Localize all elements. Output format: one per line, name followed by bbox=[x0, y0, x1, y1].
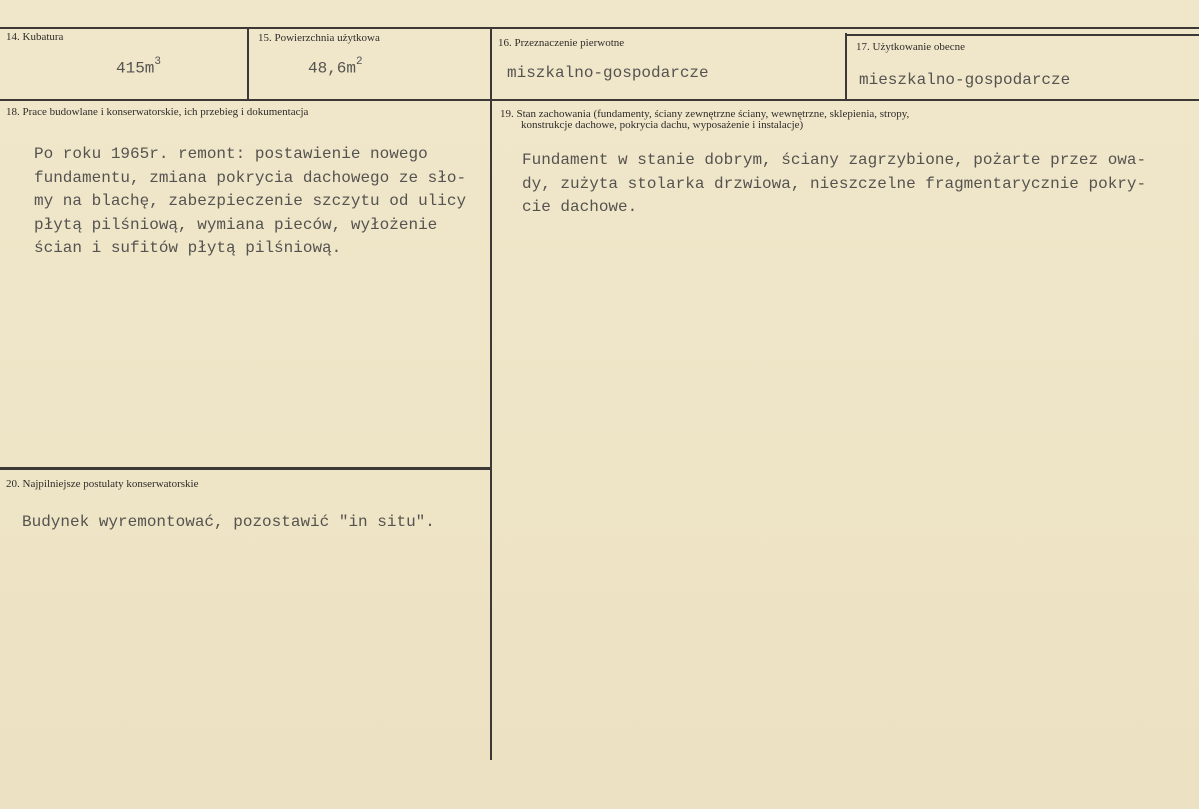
postulaty-label: 20. Najpilniejsze postulaty konserwatorskie bbox=[6, 478, 199, 490]
stan-text bbox=[522, 149, 1146, 220]
stan-label-line1: 19. Stan zachowania (fundamenty, ściany zewnętrzne ściany, wewnętrzne, sklepienia, stropy, bbox=[500, 108, 910, 120]
prace-line: ścian i sufitów płytą pilśniową. bbox=[34, 239, 342, 257]
stan-line: Fundament w stanie dobrym, ściany zagrzybione, pożarte przez owa- bbox=[522, 151, 1147, 169]
przeznaczenie-value: miszkalno-gospodarcze bbox=[507, 64, 709, 82]
przeznaczenie-label: 16. Przeznaczenie pierwotne bbox=[498, 37, 625, 49]
rule-row2 bbox=[0, 99, 1199, 101]
uzytkowanie-value: mieszkalno-gospodarcze bbox=[859, 71, 1071, 89]
powierzchnia-value: $48,6m^2$ bbox=[308, 56, 363, 78]
stan-line: dy, zużyta stolarka drzwiowa, nieszczelne fragmentarycznie pokry- bbox=[522, 174, 1147, 193]
prace-line: Po roku 1965r. remont: postawienie nowego bbox=[34, 145, 428, 163]
rule-f17-top bbox=[845, 34, 1199, 36]
vline-3 bbox=[845, 33, 847, 101]
kubatura-value: $415m^3$ bbox=[116, 56, 162, 78]
prace-line: płytą pilśniową, wymiana pieców, wyłożenie bbox=[34, 215, 438, 234]
kubatura-label: 14. Kubatura bbox=[6, 31, 64, 43]
stan-label-line2: konstrukcje dachowe, pokrycia dachu, wyposażenie i instalacje) bbox=[521, 119, 804, 131]
stan-line: cie dachowe. bbox=[522, 198, 638, 216]
prace-line: fundamentu, zmiana pokrycia dachowego ze sło- bbox=[34, 168, 467, 187]
rule-row3-left bbox=[0, 467, 492, 470]
vline-2 bbox=[490, 27, 492, 760]
vline-1 bbox=[247, 27, 249, 101]
prace-label: 18. Prace budowlane i konserwatorskie, ich przebieg i dokumentacja bbox=[6, 106, 309, 118]
powierzchnia-label: 15. Powierzchnia użytkowa bbox=[258, 32, 380, 44]
prace-text bbox=[34, 143, 466, 261]
prace-line: my na blachę, zabezpieczenie szczytu od ulicy bbox=[34, 192, 467, 210]
uzytkowanie-label: 17. Użytkowanie obecne bbox=[856, 41, 966, 53]
rule-top bbox=[0, 27, 1199, 29]
postulaty-value: Budynek wyremontować, pozostawić "in situ". bbox=[22, 513, 435, 531]
